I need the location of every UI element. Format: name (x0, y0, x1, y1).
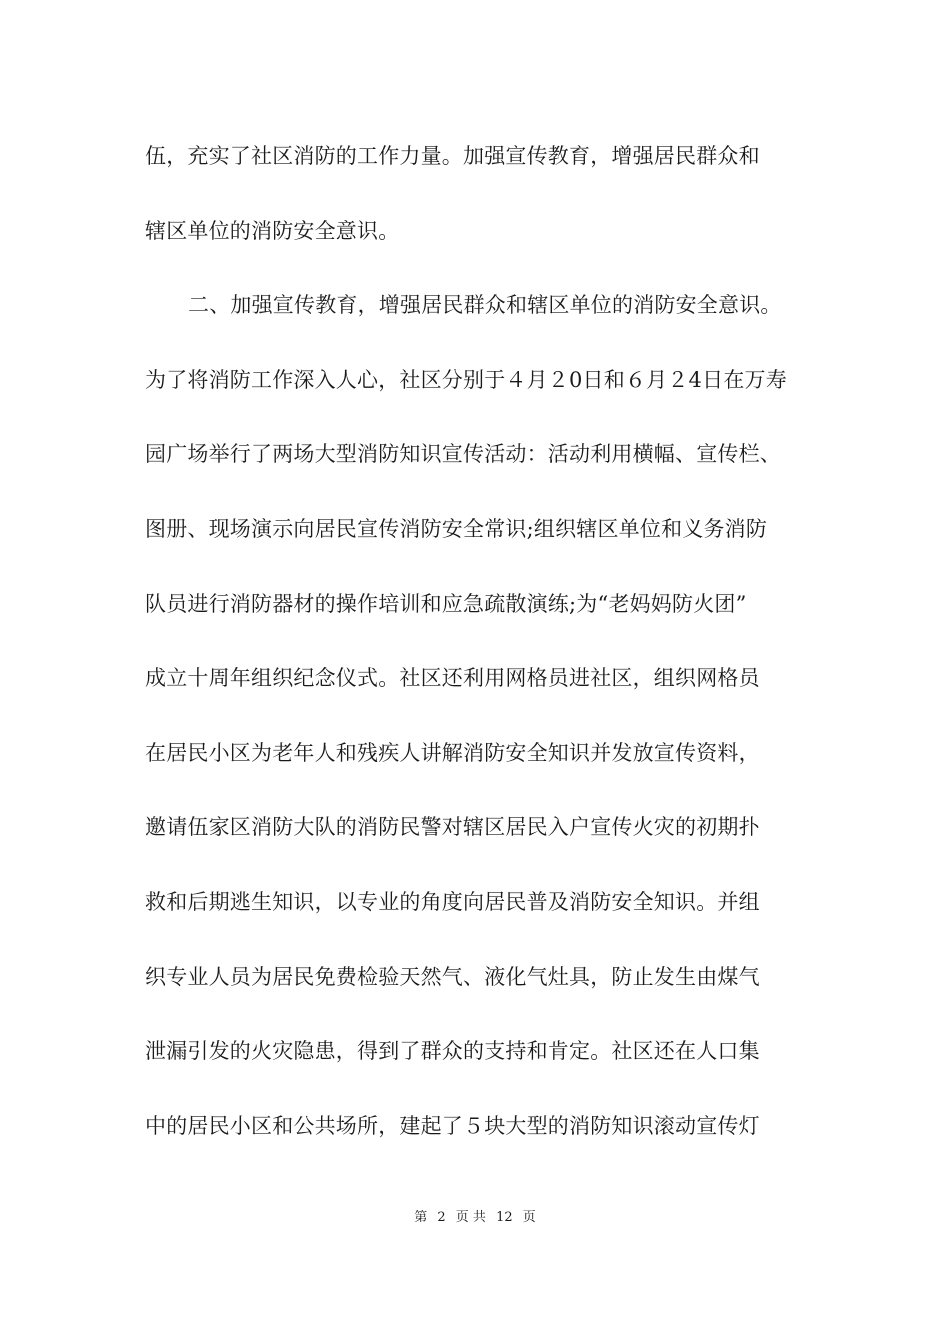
section-heading: 二、加强宣传教育，增强居民群众和辖区单位的消防安全意识。 (188, 293, 782, 318)
text-line-6: 图册、现场演示向居民宣传消防安全常识;组织辖区单位和义务消防 (145, 516, 768, 541)
text-line-14: 中的居民小区和公共场所，建起了５块大型的消防知识滚动宣传灯 (145, 1113, 760, 1138)
text-line-4: 为了将消防工作深入人心，社区分别于４月２0日和６月２4日在万寿 (145, 367, 787, 392)
page-footer (0, 1208, 950, 1228)
text-line-5: 园广场举行了两场大型消防知识宣传活动：活动利用横幅、宣传栏、 (145, 442, 781, 467)
text-line-11: 救和后期逃生知识，以专业的角度向居民普及消防安全知识。并组 (145, 889, 760, 914)
text-line-7: 队员进行消防器材的操作培训和应急疏散演练;为“老妈妈防火团” (145, 591, 747, 616)
footer-middle: 页 共 (455, 1210, 486, 1225)
text-line-13: 泄漏引发的火灾隐患，得到了群众的支持和肯定。社区还在人口集 (145, 1039, 760, 1064)
text-line-8: 成立十周年组织纪念仪式。社区还利用网格员进社区，组织网格员 (145, 666, 760, 691)
footer-current-page: 2 (437, 1210, 446, 1225)
text-line-9: 在居民小区为老年人和残疾人讲解消防安全知识并发放宣传资料， (145, 740, 760, 765)
footer-total-pages: 12 (496, 1210, 513, 1225)
text-line-12: 织专业人员为居民免费检验天然气、液化气灶具，防止发生由煤气 (145, 964, 760, 989)
body-text (145, 134, 810, 1178)
text-line-2: 辖区单位的消防安全意识。 (145, 218, 400, 243)
footer-prefix: 第 (414, 1210, 428, 1225)
text-line-1: 伍，充实了社区消防的工作力量。加强宣传教育，增强居民群众和 (145, 144, 760, 168)
text-line-10: 邀请伍家区消防大队的消防民警对辖区居民入户宣传火灾的初期扑 (145, 815, 760, 840)
footer-suffix: 页 (522, 1210, 536, 1225)
